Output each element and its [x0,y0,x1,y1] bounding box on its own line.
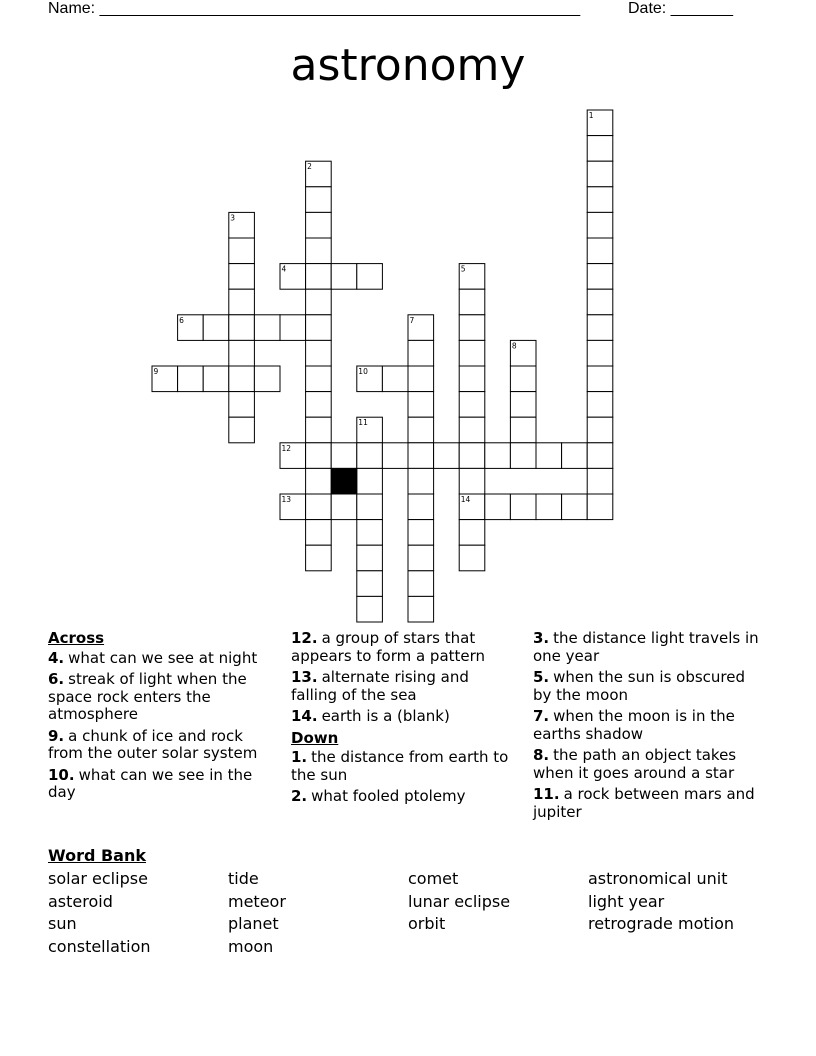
clue-number: 8. [533,746,550,764]
clue-text: the path an object takes when it goes around a star [533,746,737,782]
grid-cell[interactable] [382,443,408,469]
grid-cell[interactable] [382,366,408,392]
grid-cell[interactable] [408,596,434,622]
clue-text: a group of stars that appears to form a pattern [291,629,486,665]
grid-cell[interactable] [510,366,536,392]
grid-cell[interactable] [229,315,255,341]
clue-number: 5. [533,668,550,686]
word-bank-item: planet [228,914,279,933]
clue-number: 10. [48,765,75,784]
grid-cell[interactable] [459,468,485,494]
grid-cell[interactable] [408,494,434,520]
grid-cell[interactable] [331,494,357,520]
word-bank-item: solar eclipse [48,869,148,888]
clue-text: what fooled ptolemy [311,787,466,805]
clue-text: when the sun is obscured by the moon [533,668,746,704]
word-bank-item: moon [228,936,274,956]
clue-across-12 [291,630,519,665]
grid-cell[interactable] [485,443,511,469]
grid-cell[interactable] [229,366,255,392]
grid-cell[interactable] [254,315,280,341]
clue-across-4 [48,650,276,668]
clue-across-9 [48,728,276,763]
grid-clue-number: 12 [281,443,292,453]
grid-cell[interactable] [587,238,613,264]
grid-cell[interactable] [587,264,613,290]
grid-cell[interactable] [203,315,229,341]
grid-cell[interactable] [587,212,613,238]
word-bank-item: asteroid [48,891,113,911]
clue-number: 12. [291,629,318,647]
clue-number: 13. [291,668,318,686]
clue-down-3 [533,630,763,665]
grid-clue-number: 2 [307,162,312,172]
grid-cell[interactable] [587,187,613,213]
grid-cell[interactable] [587,366,613,392]
clue-down-2 [291,788,519,806]
clue-text: the distance from earth to the sun [291,748,509,784]
grid-cell[interactable] [306,315,332,341]
grid-clue-number: 11 [358,418,368,428]
clue-text: the distance light travels in one year [533,629,759,665]
grid-cell[interactable] [280,315,306,341]
grid-cell-blocked [331,468,357,494]
grid-clue-number: 14 [460,495,471,504]
grid-clue-number: 13 [281,495,292,504]
grid-cell[interactable] [587,443,613,469]
clue-text: a rock between mars and jupiter [533,785,755,821]
grid-cell[interactable] [536,494,562,520]
grid-clue-number: 7 [409,315,415,325]
clue-text: a chunk of ice and rock from the outer solar system [48,726,258,762]
word-bank-column [228,868,408,958]
grid-cell[interactable] [357,596,383,622]
clue-number: 4. [48,648,65,667]
grid-cell[interactable] [510,417,536,443]
clue-text: what can we see in the day [48,765,253,801]
grid-cell[interactable] [510,443,536,469]
grid-cell[interactable] [408,417,434,443]
grid-cell[interactable] [306,264,332,290]
grid-cell[interactable] [408,545,434,571]
grid-cell[interactable] [536,443,562,469]
clue-number: 11. [533,785,560,803]
clue-across-14 [291,708,519,726]
grid-clue-number: 10 [358,367,368,376]
word-bank-item: constellation [48,936,151,956]
grid-cell[interactable] [562,494,588,520]
grid-cell[interactable] [562,443,588,469]
grid-cell[interactable] [306,289,332,315]
word-bank-item: retrograde motion [588,914,735,933]
grid-cell[interactable] [587,289,613,315]
grid-cell[interactable] [357,264,383,290]
grid-cell[interactable] [229,340,255,366]
grid-cell[interactable] [587,161,613,187]
grid-cell[interactable] [434,443,460,469]
grid-cell[interactable] [459,443,485,469]
grid-cell[interactable] [408,392,434,418]
grid-cell[interactable] [459,392,485,418]
grid-cell[interactable] [229,238,255,264]
grid-cell[interactable] [587,468,613,494]
grid-cell[interactable] [357,468,383,494]
grid-cell[interactable] [331,443,357,469]
grid-cell[interactable] [587,136,613,162]
grid-cell[interactable] [408,443,434,469]
grid-cell[interactable] [306,238,332,264]
grid-cell[interactable] [306,187,332,213]
word-bank-column [588,868,768,936]
grid-cell[interactable] [331,264,357,290]
clue-across-13 [291,669,519,704]
word-bank-column [408,868,588,936]
clue-down-7 [533,708,763,743]
grid-cell[interactable] [306,494,332,520]
clue-down-11 [533,786,763,821]
page-title: astronomy [290,40,526,91]
grid-clue-number: 3 [230,213,236,223]
grid-cell[interactable] [357,443,383,469]
grid-cell[interactable] [306,392,332,418]
grid-cell[interactable] [357,494,383,520]
clue-number: 3. [533,629,550,647]
grid-cell[interactable] [459,315,485,341]
word-bank-column [48,868,228,958]
word-bank-item: astronomical unit [588,869,728,888]
name-field-label[interactable]: Name: ______________________________________________________ [48,0,581,17]
word-bank-item: lunar eclipse [408,891,511,911]
grid-cell[interactable] [229,392,255,418]
grid-cell[interactable] [408,520,434,546]
grid-cell[interactable] [306,417,332,443]
word-bank-item: tide [228,869,259,888]
clue-column-1 [48,630,276,806]
clue-across-6 [48,671,276,724]
grid-cell[interactable] [408,366,434,392]
grid-cell[interactable] [587,494,613,520]
grid-cell[interactable] [203,366,229,392]
grid-cell[interactable] [587,340,613,366]
clue-text: earth is a (blank) [321,707,450,725]
grid-cell[interactable] [408,571,434,597]
word-bank-heading: Word Bank [48,846,147,865]
grid-cell[interactable] [306,468,332,494]
grid-cell[interactable] [306,520,332,546]
clue-down-5 [533,669,763,704]
word-bank-item: comet [408,869,459,888]
clue-text: what can we see at night [68,648,258,667]
grid-clue-number: 6 [179,315,184,325]
grid-clue-number: 8 [511,341,517,351]
grid-clue-number: 5 [460,264,466,274]
word-bank-item: meteor [228,891,286,911]
grid-clue-number: 1 [588,111,594,120]
grid-cell[interactable] [306,443,332,469]
grid-cell[interactable] [254,366,280,392]
grid-cell[interactable] [459,417,485,443]
grid-cell[interactable] [229,417,255,443]
grid-cell[interactable] [229,289,255,315]
grid-cell[interactable] [357,520,383,546]
clue-column-2 [291,630,519,810]
grid-cell[interactable] [459,366,485,392]
grid-cell[interactable] [510,392,536,418]
grid-clue-number: 4 [281,264,287,274]
clue-text: alternate rising and falling of the sea [291,668,469,704]
grid-cell[interactable] [459,289,485,315]
clue-column-3 [533,630,763,825]
clue-across-10 [48,767,276,802]
grid-cell[interactable] [408,468,434,494]
clue-number: 2. [291,787,308,805]
grid-clue-number: 9 [153,367,159,376]
grid-cell[interactable] [510,494,536,520]
grid-cell[interactable] [178,366,204,392]
word-bank-item: light year [588,891,665,911]
grid-cell[interactable] [357,545,383,571]
grid-cell[interactable] [306,366,332,392]
clue-down-1 [291,749,519,784]
clue-number: 7. [533,707,550,725]
grid-cell[interactable] [485,494,511,520]
clue-text: when the moon is in the earths shadow [533,707,735,743]
grid-cell[interactable] [229,264,255,290]
word-bank-item: orbit [408,914,446,933]
grid-cell[interactable] [587,315,613,341]
down-heading: Down [291,728,339,747]
grid-cell[interactable] [306,340,332,366]
clue-number: 1. [291,748,308,766]
clue-number: 14. [291,707,318,725]
grid-cell[interactable] [357,571,383,597]
grid-cell[interactable] [459,520,485,546]
grid-cell[interactable] [459,545,485,571]
grid-cell[interactable] [459,340,485,366]
grid-cell[interactable] [306,545,332,571]
date-field-label[interactable]: Date: _______ [628,0,733,17]
grid-cell[interactable] [587,417,613,443]
clue-down-8 [533,747,763,782]
clue-text: streak of light when the space rock enters the atmosphere [48,670,247,723]
word-bank-item: sun [48,914,77,933]
clue-number: 9. [48,726,65,745]
grid-cell[interactable] [408,340,434,366]
grid-cell[interactable] [306,212,332,238]
grid-cell[interactable] [587,392,613,418]
across-heading: Across [48,629,105,647]
clue-number: 6. [48,670,65,688]
